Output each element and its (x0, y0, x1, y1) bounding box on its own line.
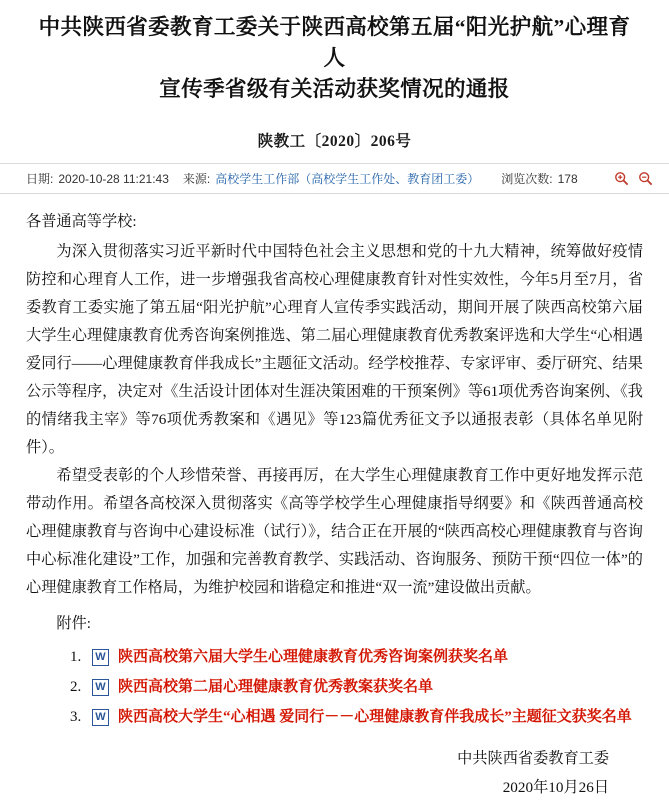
body-paragraph-2: 希望受表彰的个人珍惜荣誉、再接再厉，在大学生心理健康教育工作中更好地发挥示范带动作用。希望各高校深入贯彻落实《高等学校学生心理健康指导纲要》和《陕西普通高校心理健康教育与咨询中心建设标准（试行）》，结合正在开展的“陕西高校心理健康教育与咨询中心标准化建设”工作，加强和完善教育教学、实践活动、咨询服务、预防干预“四位一体”的心理健康教育工作格局，为维护校园和谐稳定和推进“双一流”建设做出贡献。 (26, 467, 643, 596)
zoom-in-icon[interactable] (614, 171, 629, 186)
word-doc-icon: W (92, 649, 109, 666)
source-link[interactable]: 高校学生工作部（高校学生工作处、教育团工委） (215, 172, 480, 186)
attachments-list (26, 642, 643, 732)
attachment-number: 1. (70, 649, 82, 665)
attachments-label: 附件: (56, 615, 91, 632)
zoom-controls (614, 171, 657, 186)
word-doc-icon: W (92, 679, 109, 696)
meta-left-group (26, 170, 578, 187)
page-title-line-1: 中共陕西省委教育工委关于陕西高校第五届“阳光护航”心理育人 (38, 15, 631, 70)
zoom-out-icon[interactable] (638, 171, 653, 186)
signature-date: 2020年10月26日 (502, 779, 609, 796)
date-value: 2020-10-28 11:21:43 (58, 171, 169, 186)
body-paragraph-1: 为深入贯彻落实习近平新时代中国特色社会主义思想和党的十九大精神，统筹做好疫情防控和心理育人工作，进一步增强我省高校心理健康教育针对性实效性，今年5月至7月，省委教育工委实施了第五届“阳光护航”心理育人宣传季实践活动，期间开展了陕西高校第六届大学生心理健康教育优秀咨询案例推选、第二届心理健康教育优秀教案评选和大学生“心相遇 爱同行——心理健康教育伴我成长”主题征文活动。经学校推荐、专家评审、委厅研究、结果公示等程序，决定对《生活设计团体对生涯决策困难的干预案例》等61项优秀咨询案例、《我的情绪我主宰》等76项优秀教案和《遇见》等123篇优秀征文予以通报表彰（具体名单见附件）。 (26, 243, 643, 456)
views-label: 浏览次数: (501, 172, 553, 186)
document-number: 陕教工〔2020〕206号 (257, 133, 412, 150)
attachment-number: 3. (70, 709, 82, 725)
attachment-link[interactable]: 陕西高校第六届大学生心理健康教育优秀咨询案例获奖名单 (118, 649, 509, 665)
page-title-line-2: 宣传季省级有关活动获奖情况的通报 (159, 77, 510, 101)
title-block (0, 0, 669, 107)
attachment-link[interactable]: 陕西高校大学生“心相遇 爱同行－－心理健康教育伴我成长”主题征文获奖名单 (118, 709, 632, 725)
list-item (26, 672, 643, 702)
word-doc-icon: W (92, 709, 109, 726)
attachment-number: 2. (70, 679, 82, 695)
page-title (34, 12, 635, 105)
meta-bar (0, 163, 669, 194)
signature-organization: 中共陕西省委教育工委 (457, 750, 609, 767)
list-item (26, 702, 643, 732)
list-item (26, 642, 643, 672)
views-count: 178 (557, 171, 578, 186)
salutation: 各普通高等学校: (26, 213, 137, 230)
date-label: 日期: (26, 172, 54, 186)
document-body (0, 194, 669, 802)
source-label: 来源: (182, 172, 211, 186)
attachment-link[interactable]: 陕西高校第二届心理健康教育优秀教案获奖名单 (118, 679, 434, 695)
